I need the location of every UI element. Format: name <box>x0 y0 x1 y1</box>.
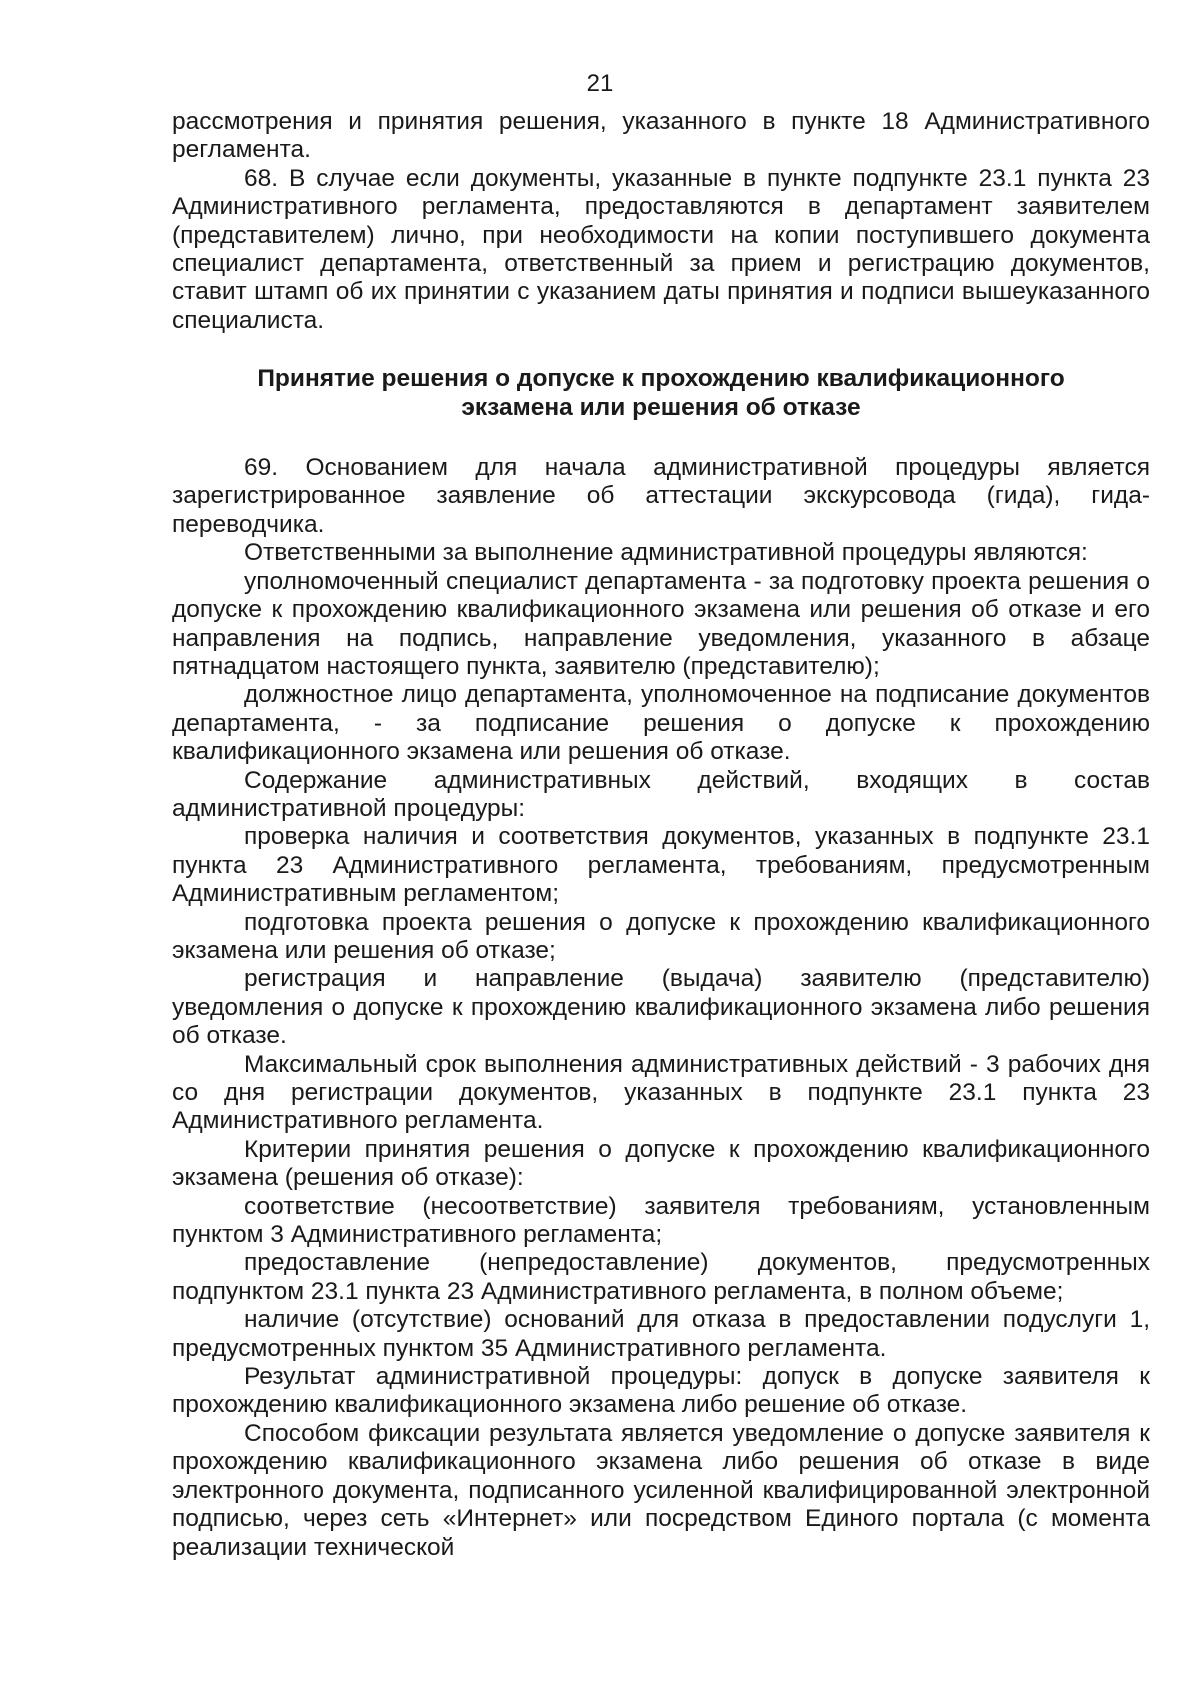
paragraph-fixation: Способом фиксации результата является уведомление о допуске заявителя к прохождению квалификационного экзамена либо решения об отказе в виде электронного документа, подписанного усиленной квалифицированной электронной подписью, через сеть «Интернет» или посредством Единого портала (с момента реализации технической <box>172 1419 1150 1561</box>
paragraph-official: должностное лицо департамента, уполномоченное на подписание документов департамента, - за подписание решения о допуске к прохождению квалификационного экзамена или решения об отказе. <box>172 681 1150 766</box>
paragraph-preparation: подготовка проекта решения о допуске к прохождению квалификационного экзамена или решения об отказе; <box>172 908 1150 964</box>
paragraph-deadline: Максимальный срок выполнения административных действий - 3 рабочих дня со дня регистрации документов, указанных в подпункте 23.1 пункта 23 Административного регламента. <box>172 1050 1150 1135</box>
section-heading-line-2: экзамена или решения об отказе <box>461 393 861 421</box>
document-body <box>172 108 1150 1562</box>
paragraph-check: проверка наличия и соответствия документов, указанных в подпункте 23.1 пункта 23 Административного регламента, требованиям, предусмотренным Административным регламентом; <box>172 823 1150 908</box>
page-number: 21 <box>586 70 614 97</box>
paragraph-responsible: Ответственными за выполнение административной процедуры являются: <box>244 539 1088 567</box>
paragraph-result: Результат административной процедуры: допуск в допуске заявителя к прохождению квалификационного экзамена либо решение об отказе. <box>172 1363 1150 1419</box>
paragraph-documents: предоставление (непредоставление) документов, предусмотренных подпунктом 23.1 пункта 23 Административного регламента, в полном объеме; <box>172 1249 1150 1305</box>
section-heading-line-1: Принятие решения о допуске к прохождению квалификационного <box>257 365 1065 393</box>
paragraph-continuation: рассмотрения и принятия решения, указанного в пункте 18 Административного регламента. <box>172 108 1150 164</box>
paragraph-criteria: Критерии принятия решения о допуске к прохождению квалификационного экзамена (решения об отказе): <box>172 1135 1150 1192</box>
paragraph-69: 69. Основанием для начала административной процедуры является зарегистрированное заявление об аттестации экскурсовода (гида), гида-переводчика. <box>172 454 1150 538</box>
paragraph-68: 68. В случае если документы, указанные в пункте подпункте 23.1 пункта 23 Административного регламента, предоставляются в департамент заявителем (представителем) лично, при необходимости на копии поступившего документа специалист департамента, ответственный за прием и регистрацию документов, ставит штамп об их принятии с указанием даты принятия и подписи вышеуказанного специалиста. <box>172 164 1150 334</box>
paragraph-compliance: соответствие (несоответствие) заявителя требованиям, установленным пунктом 3 Административного регламента; <box>172 1192 1150 1249</box>
paragraph-specialist: уполномоченный специалист департамента - за подготовку проекта решения о допуске к прохождению квалификационного экзамена или решения об отказе и его направления на подпись, направление уведомления, указанного в абзаце пятнадцатом настоящего пункта, заявителю (представителю); <box>172 567 1150 680</box>
section-heading <box>172 365 1150 422</box>
paragraph-grounds: наличие (отсутствие) оснований для отказа в предоставлении подуслуги 1, предусмотренных пунктом 35 Административного регламента. <box>172 1306 1150 1362</box>
paragraph-contents: Содержание административных действий, входящих в состав административной процедуры: <box>172 766 1150 822</box>
paragraph-registration: регистрация и направление (выдача) заявителю (представителю) уведомления о допуске к прохождению квалификационного экзамена либо решения об отказе. <box>172 965 1150 1050</box>
